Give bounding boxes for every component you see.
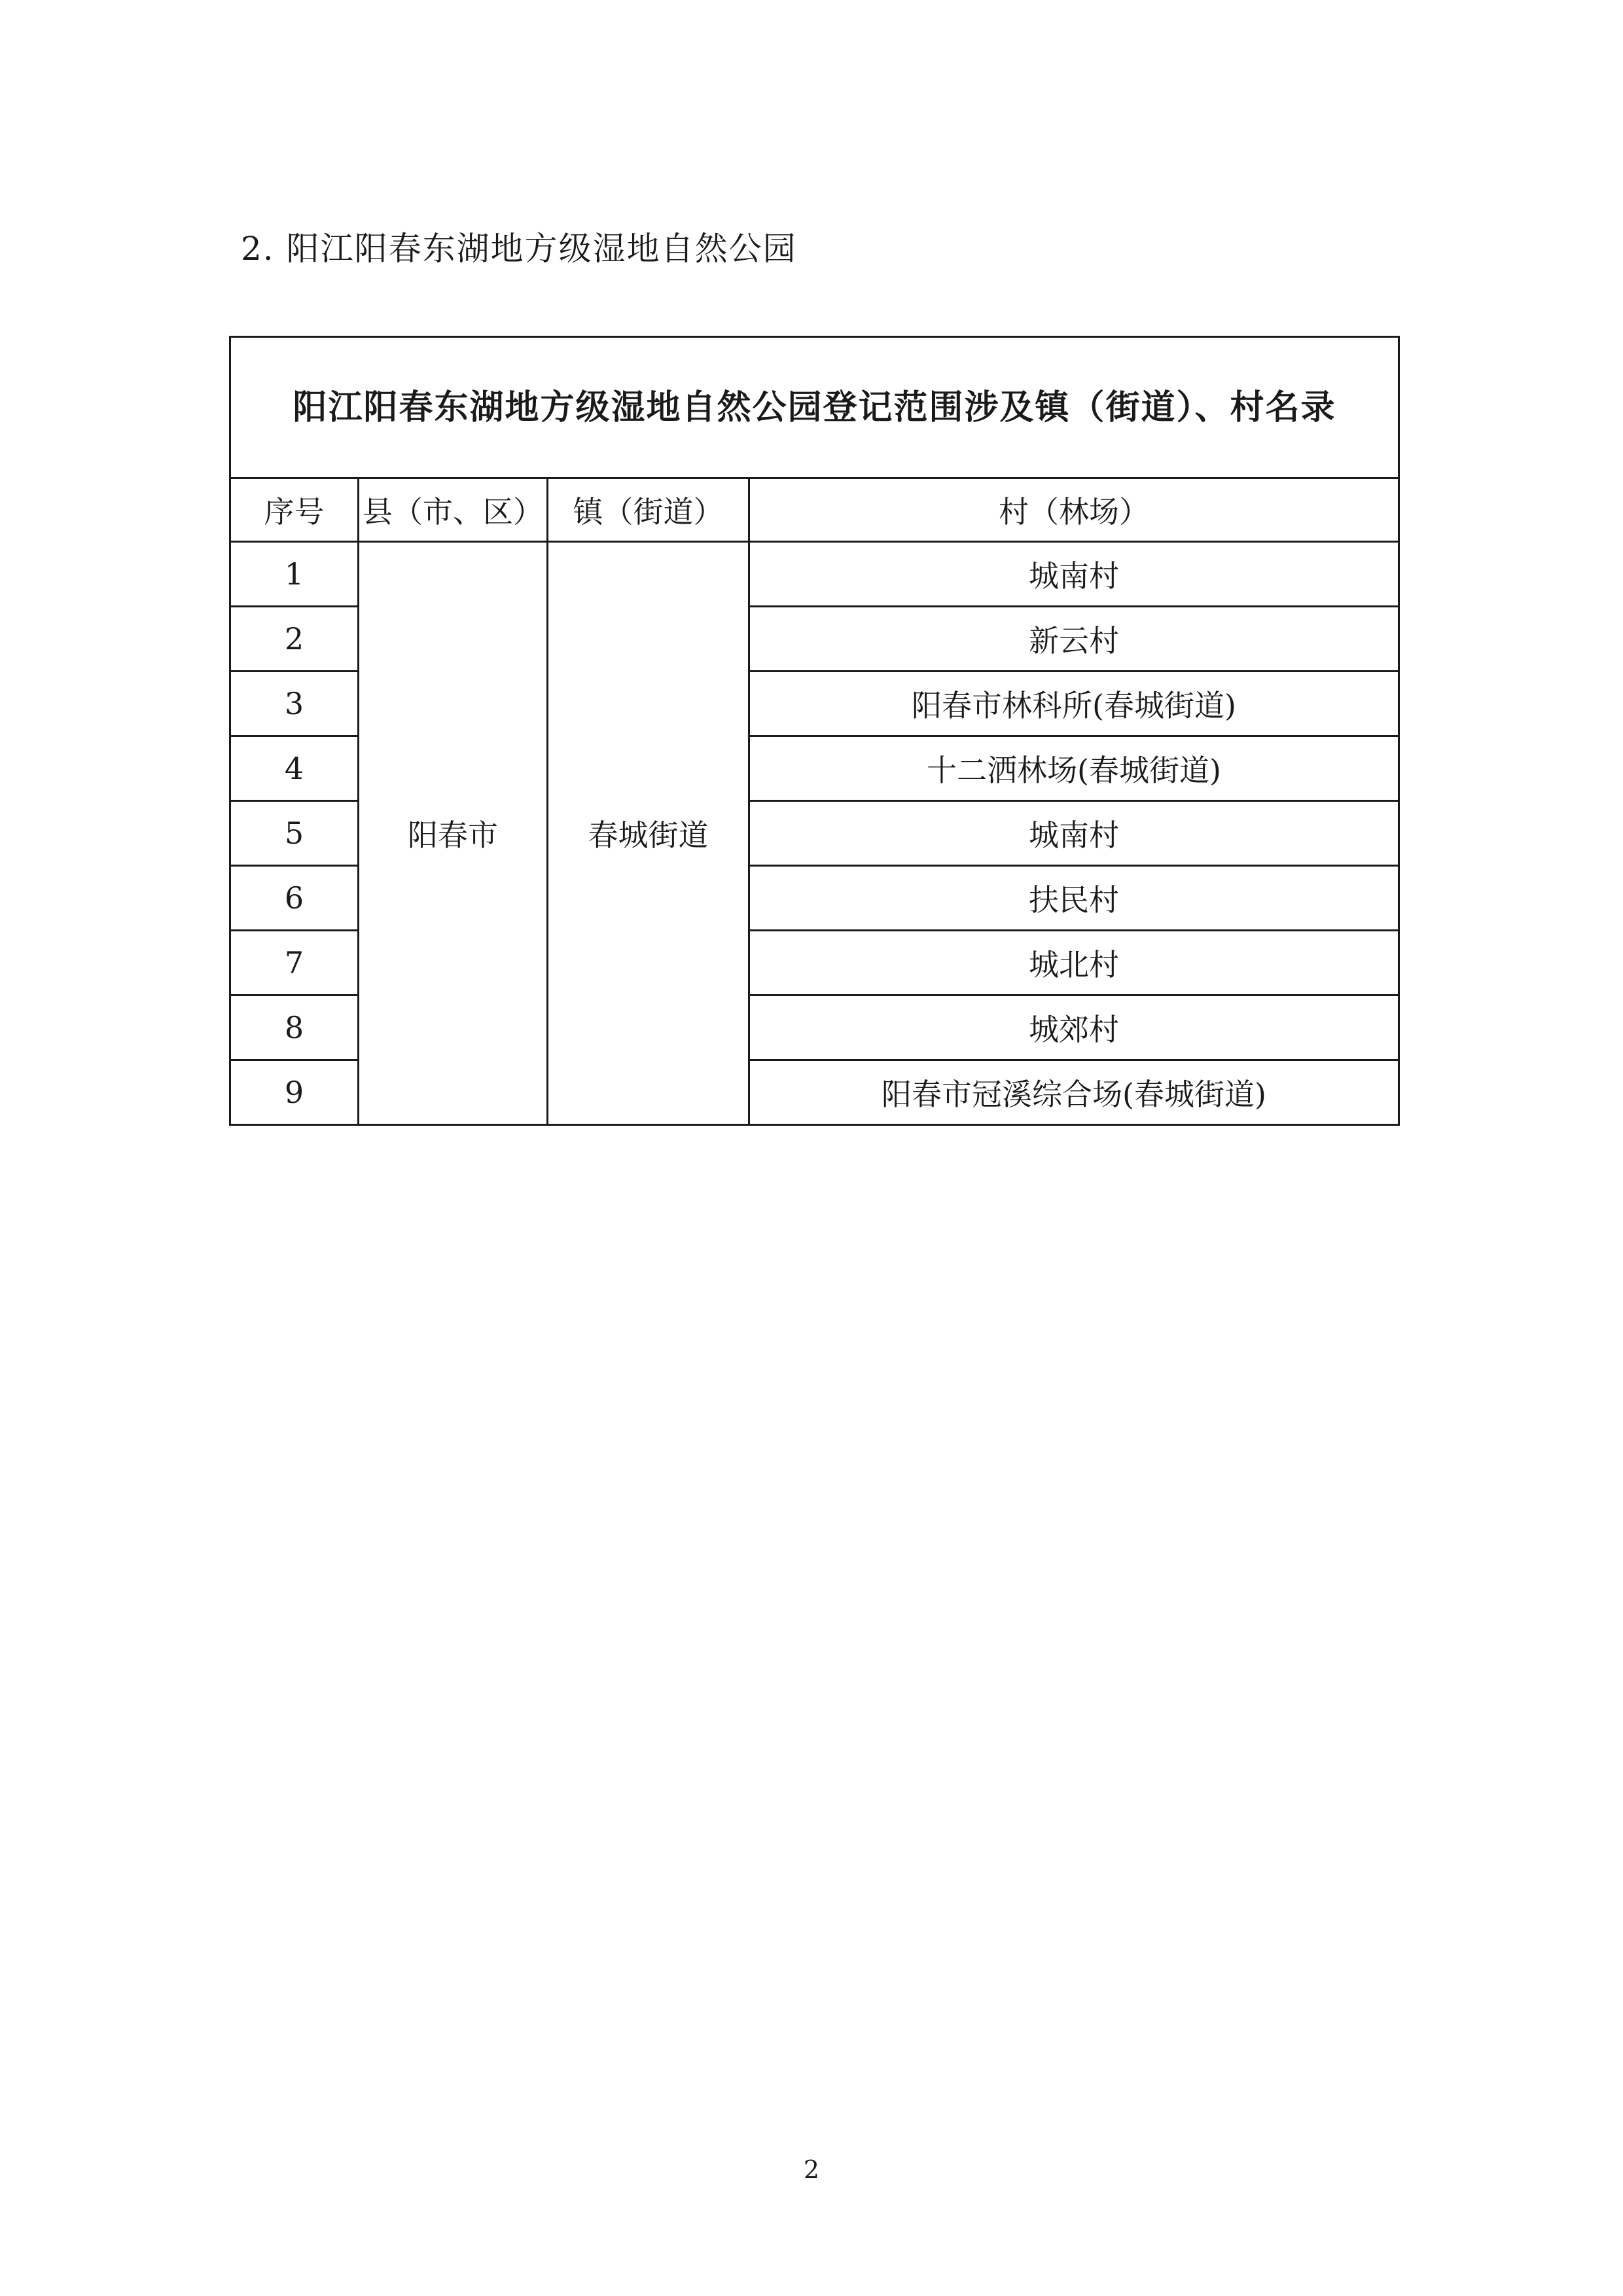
village-roster-table [229,336,1400,1126]
row-serial-number: 1 [230,542,359,607]
table-header-row [230,478,1399,542]
row-serial-number: 4 [230,736,359,801]
header-village: 村（林场） [749,478,1399,542]
row-serial-number: 9 [230,1060,359,1125]
row-village: 城北村 [749,931,1399,996]
row-village: 十二洒林场(春城街道) [749,736,1399,801]
row-serial-number: 8 [230,996,359,1060]
table-row [230,542,1399,607]
row-village: 阳春市冠溪综合场(春城街道) [749,1060,1399,1125]
row-serial-number: 7 [230,931,359,996]
row-serial-number: 5 [230,801,359,866]
header-county: 县（市、区） [359,478,548,542]
county-cell: 阳春市 [359,542,548,1125]
page-number: 2 [803,2155,820,2184]
row-serial-number: 2 [230,607,359,672]
header-town: 镇（街道） [548,478,749,542]
row-village: 城南村 [749,801,1399,866]
table-title: 阳江阳春东湖地方级湿地自然公园登记范围涉及镇（街道）、村名录 [230,337,1399,478]
row-village: 城郊村 [749,996,1399,1060]
town-cell: 春城街道 [548,542,749,1125]
row-serial-number: 6 [230,866,359,931]
section-heading: 2. 阳江阳春东湖地方级湿地自然公园 [241,230,797,268]
table-title-row [230,337,1399,478]
row-village: 城南村 [749,542,1399,607]
row-village: 阳春市林科所(春城街道) [749,672,1399,736]
village-roster-table-container [229,336,1398,1126]
row-village: 扶民村 [749,866,1399,931]
header-serial-number: 序号 [230,478,359,542]
row-serial-number: 3 [230,672,359,736]
row-village: 新云村 [749,607,1399,672]
